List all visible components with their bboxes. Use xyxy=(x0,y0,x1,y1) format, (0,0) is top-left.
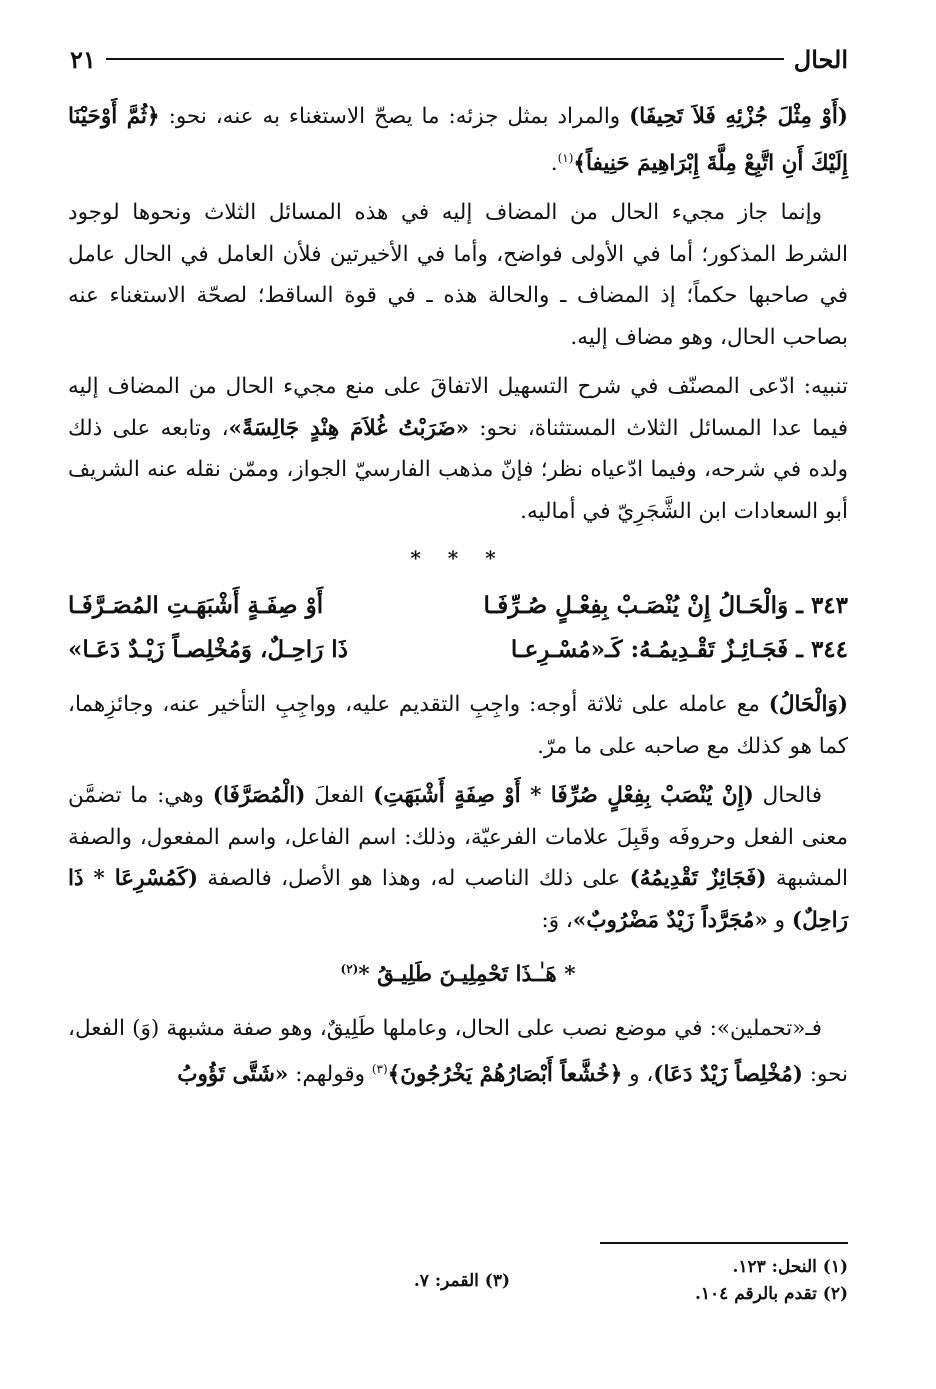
quoted-phrase: (أَوْ مِثْلَ جُزْئِهِ فَلاَ تَحِيفَا) xyxy=(629,104,848,129)
verse-344 xyxy=(68,628,848,672)
paragraph-text: مع عامله على ثلاثة أوجه: واجِبِ التقديم عليه، وواجِبِ التأخير عنه، وجائزِهما، كما هو كذلك مع صاحبه على ما مرّ. xyxy=(68,692,848,759)
paragraph-text: ، و xyxy=(622,1062,654,1088)
footnote-3: (٣) القمر: ٧. xyxy=(413,1271,510,1291)
quoted-phrase: (الْمُصَرَّفَا) xyxy=(212,783,306,809)
paragraph-5 xyxy=(68,775,848,941)
verse-second-hemistich: ذَا رَاحِـلٌ، وَمُخْلِصـاً زَيْـدٌ دَعَـا» xyxy=(68,636,348,664)
quran-quote: ﴿خُشَّعاً أَبْصَارُهُمْ يَخْرُجُونَ﴾ xyxy=(387,1062,623,1088)
section-separator: * * * xyxy=(410,546,506,571)
quran-quote: ﴿ثُمَّ أَوْحَيْنَا إِلَيْكَ أَنِ اتَّبِعْ مِلَّةَ إِبْرَاهِيمَ حَنِيفاً﴾ xyxy=(68,104,848,176)
quoted-phrase: (وَالْحَالُ) xyxy=(768,692,848,718)
page-body xyxy=(68,96,848,1104)
paragraph-text: وقولهم: xyxy=(288,1062,372,1088)
footnote-ref-2: (٢) xyxy=(340,962,359,977)
verse-first-hemistich xyxy=(511,628,848,672)
quoted-phrase: (فَجَائِزٌ تَقْدِيمُهُ) xyxy=(629,866,767,892)
footnotes-left xyxy=(250,1268,510,1295)
paragraph-text: . xyxy=(550,150,558,176)
verse-text: فَجَـائِـزٌ تَقْـدِيمُـهُ: كَـ«مُسْـرِعـا xyxy=(510,636,789,664)
example-quote: «شَتَّى تَؤُوبُ xyxy=(177,1062,289,1088)
footnote-ref-1: (١) xyxy=(557,150,574,165)
poetry-half-line xyxy=(68,949,848,996)
footnote-ref-3: (٣) xyxy=(371,1062,388,1077)
footnote-rule xyxy=(600,1242,848,1244)
paragraph-text: و xyxy=(767,907,792,933)
paragraph-2: وإنما جاز مجيء الحال من المضاف إليه في هذه المسائل الثلاث ونحوها لوجود الشرط المذكور؛ أما في الأولى فواضح، وأما في الأخيرتين فلأن العامل في الحال عامل في صاحبها حكماً؛ إذ المضاف ـ والحالة هذه ـ في قوة الساقط؛ لصحّة الاستغناء عنه بصاحب الحال، وهو مضاف إليه. xyxy=(68,200,848,350)
paragraph-text: الفعلَ xyxy=(305,783,374,809)
verse-number: ٣٤٤ ـ xyxy=(796,636,848,664)
paragraph-4 xyxy=(68,684,848,767)
paragraph-text: والمراد بمثل جزئه: ما يصحّ الاستغناء به عنه، نحو: xyxy=(159,104,630,129)
quoted-phrase: (كَمُسْرِعَا * ذَا رَاحِلٌ) xyxy=(68,866,848,933)
example-quote: «مُجَرَّداً زَيْدٌ مَضْرُوبٌ» xyxy=(572,907,768,933)
paragraph-text: ، وَ: xyxy=(541,907,573,933)
quoted-phrase: (مُخْلِصاً زَيْدٌ دَعَا) xyxy=(653,1062,803,1088)
paragraph-text: فـ«تحملين»: في موضع نصب على الحال، وعاملها طَلِيقٌ، وهو صفة مشبهة (وَ) الفعل، نحو: xyxy=(68,1015,848,1088)
paragraph-text: ، وتابعه على ذلك ولده في شرحه، وفيما ادّعياه نظر؛ فإنّ مذهب الفارسيّ الجواز، وممّن نقله عنه الشريف أبو السعادات ابن الشَّجَرِيّ في أماليه. xyxy=(68,415,848,524)
page-number: ٢١ xyxy=(70,44,96,74)
paragraph-6 xyxy=(68,1008,848,1096)
verse-343 xyxy=(68,584,848,628)
verse-first-hemistich xyxy=(483,584,848,628)
paragraph-text: على ذلك الناصب له، وهذا هو الأصل، فالصفة xyxy=(198,866,630,892)
quoted-phrase: (إِنْ يُنْصَبْ بِفِعْلٍ صُرِّفَا * أَوْ صِفَةٍ أَشْبَهَتِ) xyxy=(373,783,754,809)
poetry-text: * هَـٰـذَا تَحْمِلِيـنَ طَلِيـقُ * xyxy=(358,962,576,988)
verse-text: وَالْحَـالُ إِنْ يُنْصَـبْ بِفِعْـلٍ صُـرِّفَـا xyxy=(483,592,789,620)
paragraph-text: فالحال xyxy=(753,783,823,809)
paragraph-text: تنبيه: ادّعى المصنّف في شرح التسهيل الاتفاقَ على منع مجيء الحال من المضاف إليه فيما عدا المسائل الثلاث المستثناة، نحو: xyxy=(68,374,848,441)
chapter-title: الحال xyxy=(793,44,848,74)
footnote-2: (٢) تقدم بالرقم ١٠٤. xyxy=(694,1284,848,1304)
verse-number: ٣٤٣ ـ xyxy=(796,592,848,620)
paragraph-3 xyxy=(68,366,848,532)
header-rule xyxy=(106,58,784,60)
page-header xyxy=(70,42,848,76)
footnote-1: (١) النحل: ١٢٣. xyxy=(732,1257,848,1277)
paragraph-1 xyxy=(68,96,848,184)
footnotes-right xyxy=(528,1254,848,1308)
verse-second-hemistich: أَوْ صِفَـةٍ أَشْبَهَـتِ المُصَـرَّفَـا xyxy=(68,592,324,620)
paragraph-text: وهي: ما تضمَّن معنى الفعل وحروفَه وقَبِلَ علامات الفرعيّة، وذلك: اسم الفاعل، واسم المفعول، والصفة المشبهة xyxy=(68,783,848,892)
example-quote: «ضَرَبْتُ غُلاَمَ هِنْدٍ جَالِسَةً» xyxy=(228,415,470,441)
